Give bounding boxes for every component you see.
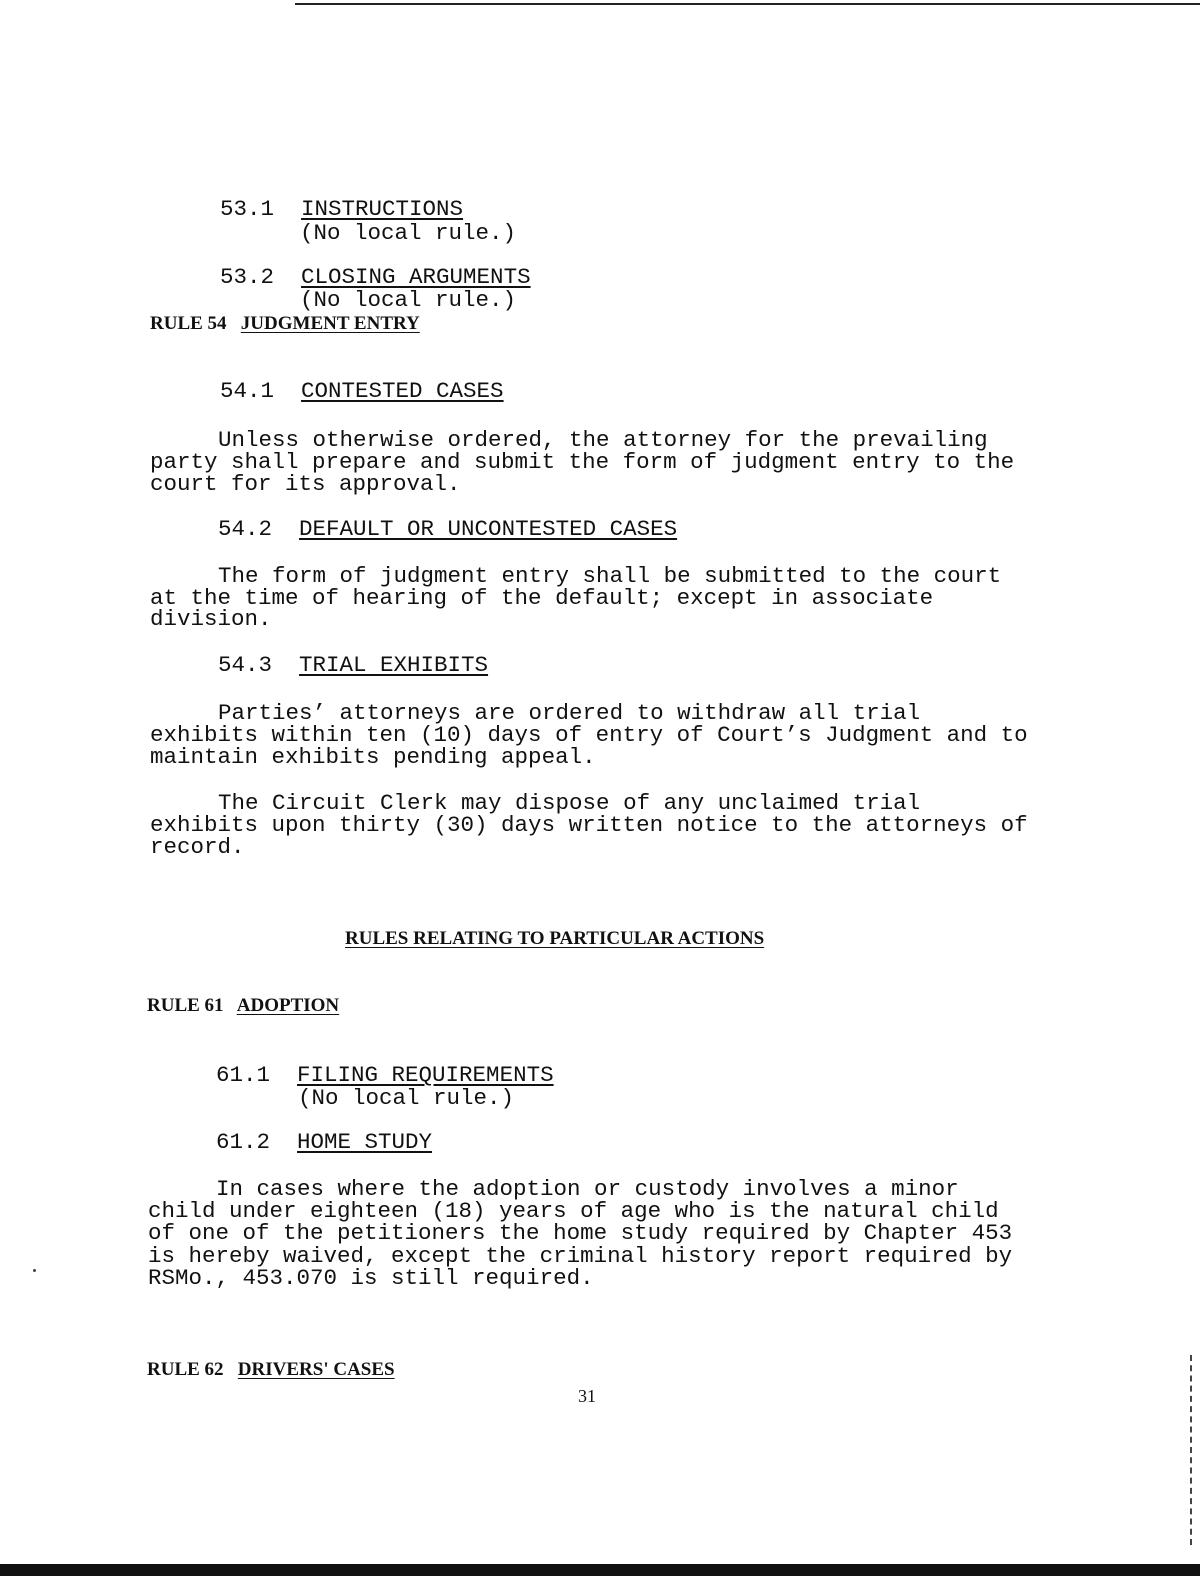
paragraph-line: The Circuit Clerk may dispose of any unclaimed trial (218, 790, 921, 816)
paragraph-line: Parties’ attorneys are ordered to withdraw all trial (218, 700, 921, 726)
paragraph-line: at the time of hearing of the default; except in associate (150, 585, 934, 611)
section-number: 54.2 (218, 516, 273, 542)
section-title: TRIAL EXHIBITS (299, 652, 489, 678)
paragraph-line: is hereby waived, except the criminal history report required by (148, 1243, 1013, 1269)
paragraph-line: RSMo., 453.070 is still required. (148, 1265, 594, 1291)
paragraph-line: Unless otherwise ordered, the attorney for the prevailing (218, 427, 988, 453)
rule-61-heading (147, 995, 339, 1017)
section-title: FILING REQUIREMENTS (297, 1062, 554, 1088)
paragraph-line: of one of the petitioners the home study required by Chapter 453 (148, 1220, 1013, 1246)
rule-title: DRIVERS' CASES (237, 1359, 395, 1380)
paragraph-line: division. (150, 606, 272, 632)
section-61-2-heading (216, 1131, 432, 1153)
section-title: DEFAULT OR UNCONTESTED CASES (299, 516, 678, 542)
section-heading: RULES RELATING TO PARTICULAR ACTIONS (345, 928, 765, 949)
paragraph-line: exhibits upon thirty (30) days written notice to the attorneys of (150, 812, 1028, 838)
paragraph-line: record. (150, 834, 245, 860)
section-title: CLOSING ARGUMENTS (301, 264, 531, 290)
scan-speck (33, 1269, 36, 1272)
section-53-2-heading (220, 266, 531, 288)
scan-edge-bottom (0, 1564, 1200, 1576)
section-53-1-note: (No local rule.) (300, 220, 517, 246)
section-title: CONTESTED CASES (301, 378, 504, 404)
section-number: 61.2 (216, 1129, 271, 1155)
rule-label: RULE 61 (147, 995, 224, 1016)
paragraph-line: exhibits within ten (10) days of entry of Court’s Judgment and to (150, 722, 1028, 748)
section-number: 53.2 (220, 264, 275, 290)
section-54-3-heading (218, 654, 488, 676)
rule-54-heading (150, 313, 420, 335)
section-61-1-note: (No local rule.) (298, 1085, 515, 1111)
paragraph-line: child under eighteen (18) years of age who is the natural child (148, 1198, 999, 1224)
rule-title: ADOPTION (236, 995, 340, 1016)
section-54-1-heading (220, 380, 504, 402)
rule-label: RULE 54 (150, 313, 227, 334)
paragraph-line: The form of judgment entry shall be submitted to the court (218, 563, 1002, 589)
paragraph-line: maintain exhibits pending appeal. (150, 744, 596, 770)
section-53-2-note: (No local rule.) (300, 287, 517, 313)
section-number: 53.1 (220, 196, 275, 222)
paragraph-line: In cases where the adoption or custody involves a minor (216, 1176, 959, 1202)
paragraph-line: court for its approval. (150, 471, 461, 497)
section-53-1-heading (220, 198, 463, 220)
section-number: 61.1 (216, 1062, 271, 1088)
rule-label: RULE 62 (147, 1359, 224, 1380)
section-number: 54.1 (220, 378, 275, 404)
section-54-2-heading (218, 518, 677, 540)
rule-62-heading (147, 1359, 395, 1381)
page-number: 31 (578, 1386, 596, 1406)
rule-title: JUDGMENT ENTRY (240, 313, 420, 334)
scan-edge-right (1190, 1355, 1194, 1545)
section-61-1-heading (216, 1064, 554, 1086)
scan-edge-top (295, 3, 1200, 5)
section-number: 54.3 (218, 652, 273, 678)
section-title: INSTRUCTIONS (301, 196, 464, 222)
section-title: HOME STUDY (297, 1129, 433, 1155)
paragraph-line: party shall prepare and submit the form of judgment entry to the (150, 449, 1015, 475)
